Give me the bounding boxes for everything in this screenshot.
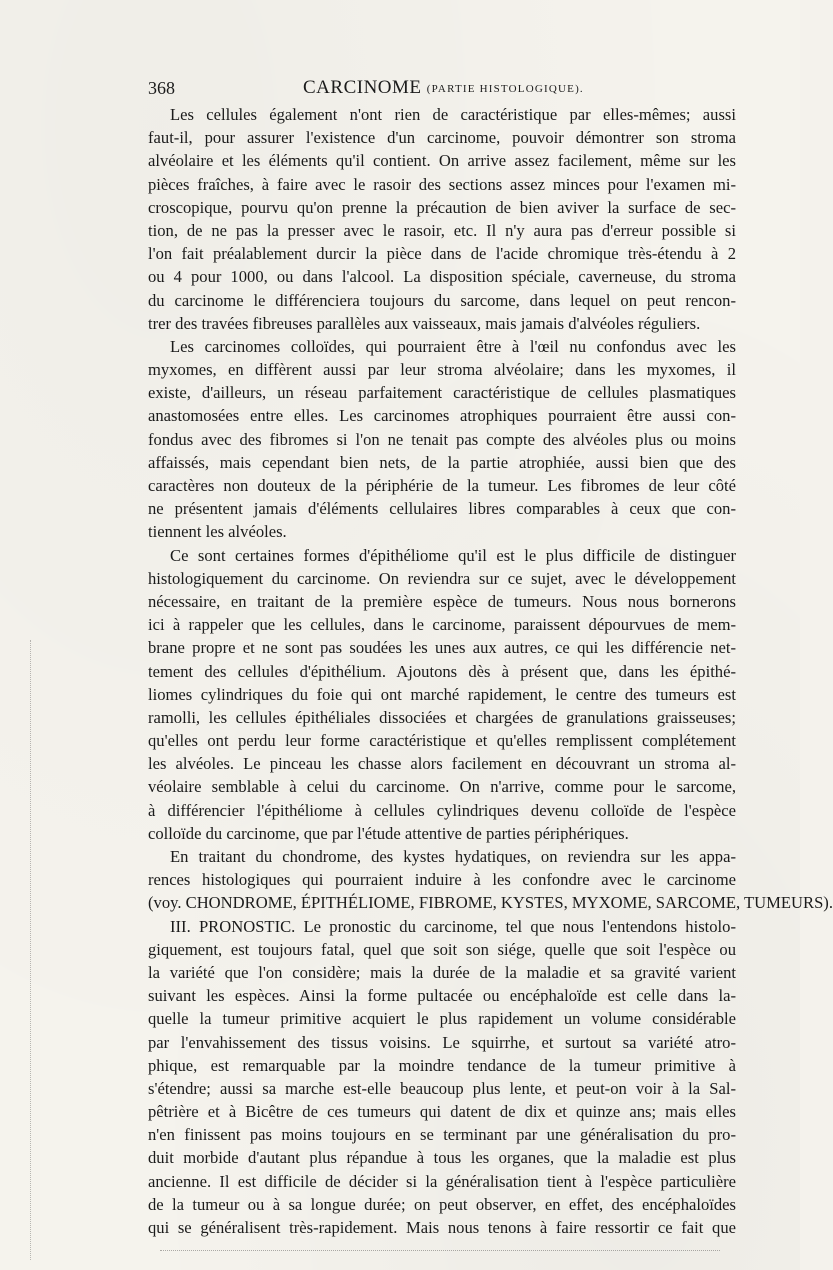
text-line: caractères non douteux de la périphérie de la tumeur. Les fibromes de leur côté <box>148 476 736 495</box>
text-line: ramolli, les cellules épithéliales dissociées et chargées de granulations graisseuses; <box>148 707 736 727</box>
text-line: tement des cellules d'épithélium. Ajoutons dès à présent que, dans les épithé- <box>148 661 736 681</box>
text-line: histologiquement du carcinome. On reviendra sur ce sujet, avec le développement <box>148 568 736 588</box>
running-title-main: CARCINOME <box>303 77 422 98</box>
text-line: croscopique, pourvu qu'on prenne la précaution de bien aviver la surface de sec- <box>148 197 736 217</box>
running-title <box>303 74 584 103</box>
text-line: l'on fait préalablement durcir la pièce dans de l'acide chromique très-étendu à 2 <box>148 244 736 264</box>
text-line: ou 4 pour 1000, ou dans l'alcool. La disposition spéciale, caverneuse, du stroma <box>148 267 736 287</box>
text-line: existe, d'ailleurs, un réseau parfaitement caractéristique de cellules plasmatiques <box>148 383 736 403</box>
text-line: tiennent les alvéoles. <box>148 522 287 542</box>
text-line: faut-il, pour assurer l'existence d'un carcinome, pouvoir démontrer son stroma <box>148 128 736 148</box>
text-line: du carcinome le différenciera toujours du sarcome, dans lequel on peut rencon- <box>148 290 736 310</box>
page-number: 368 <box>148 78 175 98</box>
text-line: (voy. CHONDROME, ÉPITHÉLIOME, FIBROME, KYSTES, MYXOME, SARCOME, TUMEURS). <box>148 893 833 913</box>
text-line: Ce sont certaines formes d'épithéliome qu'il est le plus difficile de distinguer <box>170 545 736 565</box>
text-line: myxomes, en diffèrent aussi par leur stroma alvéolaire; dans les myxomes, il <box>148 360 736 380</box>
text-line: ne présentent jamais d'éléments cellulaires libres comparables à ceux que con- <box>148 499 736 519</box>
text-line: par l'envahissement des tissus voisins. Le squirrhe, et surtout sa variété atro- <box>148 1032 736 1052</box>
text-line: qui se généralisent très-rapidement. Mais nous tenons à faire ressortir ce fait que <box>148 1218 736 1237</box>
text-line: de la tumeur ou à sa longue durée; on peut observer, en effet, des encéphaloïdes <box>148 1194 736 1214</box>
margin-edge-marks <box>30 640 37 1260</box>
text-line: liomes cylindriques du foie qui ont marché rapidement, le centre des tumeurs est <box>148 684 736 704</box>
text-line: les alvéoles. Le pinceau les chasse alors facilement en découvrant un stroma al- <box>148 754 736 774</box>
text-line: En traitant du chondrome, des kystes hydatiques, on reviendra sur les appa- <box>170 847 736 866</box>
text-line: pêtrière et à Bicêtre de ces tumeurs qui datent de dix et quinze ans; mais elles <box>148 1102 736 1122</box>
text-line: qu'elles ont perdu leur forme caractéristique et qu'elles remplissent complétement <box>148 731 736 751</box>
text-line: n'en finissent pas moins toujours en se terminant par une généralisation du pro- <box>148 1125 736 1145</box>
text-line: tion, de ne pas la presser avec le rasoir, etc. Il n'y aura pas d'erreur possible si <box>148 220 736 240</box>
text-line: trer des travées fibreuses parallèles aux vaisseaux, mais jamais d'alvéoles réguliers. <box>148 313 701 333</box>
text-line: Les cellules également n'ont rien de caractéristique par elles-mêmes; aussi <box>170 105 736 124</box>
text-line: fondus avec des fibromes si l'on ne tenait pas compte des alvéoles plus ou moins <box>148 429 736 449</box>
text-line: nécessaire, en traitant de la première espèce de tumeurs. Nous nous bornerons <box>148 591 736 611</box>
text-line: giquement, est toujours fatal, quel que soit son siége, quelle que soit l'espèce ou <box>148 939 736 959</box>
text-line: rences histologiques qui pourraient induire à les confondre avec le carcinome <box>148 870 736 890</box>
text-line: suivant les espèces. Ainsi la forme pultacée ou encéphaloïde est celle dans la- <box>148 986 736 1006</box>
text-line: ici à rappeler que les cellules, dans le carcinome, paraissent dépourvues de mem- <box>148 615 736 635</box>
text-line: véolaire semblable à celui du carcinome. On n'arrive, comme pour le sarcome, <box>148 777 736 797</box>
text-line: duit morbide d'autant plus répandue à tous les organes, que la maladie est plus <box>148 1148 736 1168</box>
text-line: III. PRONOSTIC. Le pronostic du carcinome, tel que nous l'entendons histolo- <box>170 916 736 936</box>
text-line: Les carcinomes colloïdes, qui pourraient être à l'œil nu confondus avec les <box>170 336 736 356</box>
text-line: alvéolaire et les éléments qu'il contient. On arrive assez facilement, même sur les <box>148 151 736 171</box>
text-line: anastomosées entre elles. Les carcinomes atrophiques pourraient être aussi con- <box>148 406 736 426</box>
page-header <box>148 74 738 102</box>
body-text <box>148 103 833 1239</box>
text-line: colloïde du carcinome, que par l'étude attentive de parties périphériques. <box>148 823 629 843</box>
text-line: la variété que l'on considère; mais la durée de la maladie et sa gravité varient <box>148 962 736 982</box>
text-line: ancienne. Il est difficile de décider si la généralisation tient à l'espèce particulière <box>148 1171 736 1191</box>
text-line: à différencier l'épithéliome à cellules cylindriques devenu colloïde de l'espèce <box>148 800 736 820</box>
text-line: brane propre et ne sont pas soudées les unes aux autres, ce qui les différencie net- <box>148 638 736 658</box>
bottom-dotted-rule <box>160 1250 720 1251</box>
text-line: phique, est remarquable par la moindre tendance de la tumeur primitive à <box>148 1055 736 1075</box>
text-line: affaissés, mais cependant bien nets, de la partie atrophiée, aussi bien que des <box>148 452 736 472</box>
running-title-sub: (PARTIE HISTOLOGIQUE). <box>426 83 584 95</box>
text-line: quelle la tumeur primitive acquiert le plus rapidement un volume considérable <box>148 1009 736 1029</box>
text-line: pièces fraîches, à faire avec le rasoir des sections assez minces pour l'examen mi- <box>148 174 736 194</box>
text-line: s'étendre; aussi sa marche est-elle beaucoup plus lente, et peut-on voir à la Sal- <box>148 1078 736 1098</box>
